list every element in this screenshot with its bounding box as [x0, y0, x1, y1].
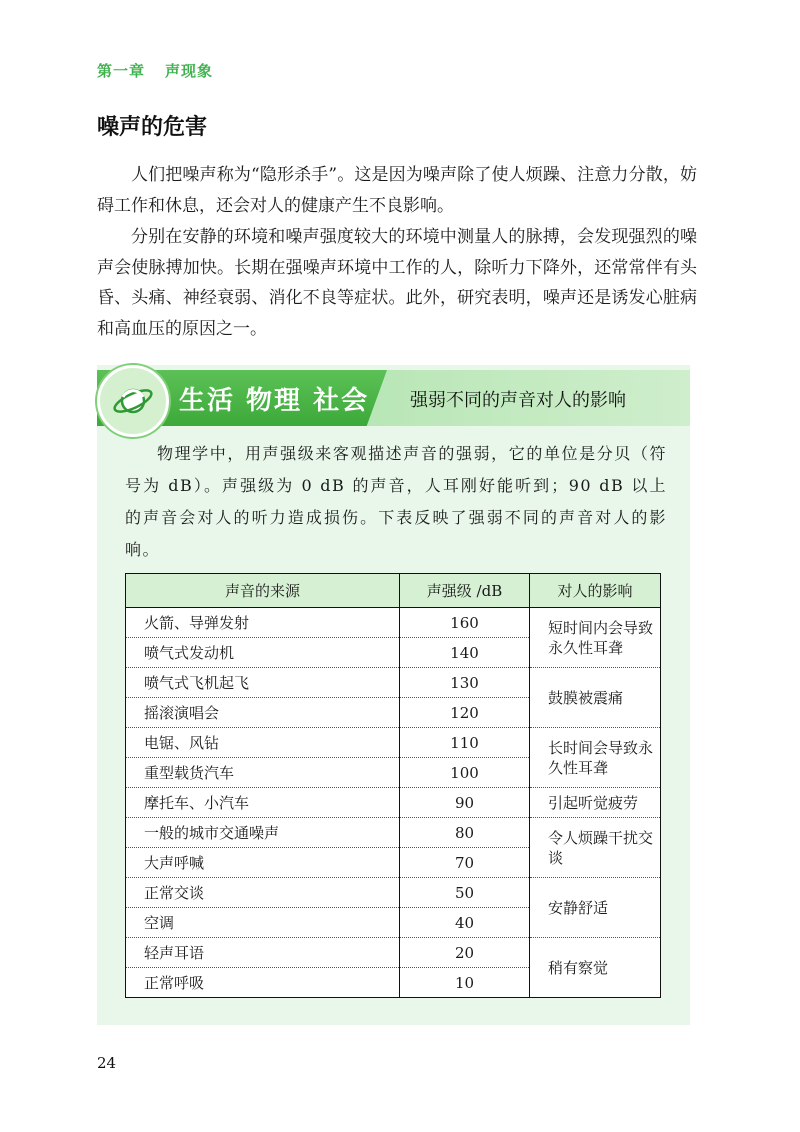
paragraph: 人们把噪声称为“隐形杀手”。这是因为噪声除了使人烦躁、注意力分散，妨碍工作和休息，还会对人的健康产生不良影响。: [97, 165, 697, 216]
source-cell: 电锯、风钻: [126, 728, 400, 758]
table-row: [126, 938, 661, 968]
table-header-row: [126, 574, 661, 608]
section-title: 噪声的危害: [97, 115, 208, 140]
level-cell: 100: [400, 758, 530, 788]
source-cell: 大声呼喊: [126, 848, 400, 878]
level-cell: 20: [400, 938, 530, 968]
source-cell: 空调: [126, 908, 400, 938]
source-cell: 喷气式发动机: [126, 638, 400, 668]
source-cell: 摇滚演唱会: [126, 698, 400, 728]
level-cell: 90: [400, 788, 530, 818]
effect-cell: 稍有察觉: [530, 938, 661, 998]
source-cell: 正常交谈: [126, 878, 400, 908]
table-row: [126, 668, 661, 698]
level-cell: 50: [400, 878, 530, 908]
table-row: [126, 788, 661, 818]
source-cell: 摩托车、小汽车: [126, 788, 400, 818]
level-cell: 130: [400, 668, 530, 698]
header-level: 声强级 /dB: [400, 574, 530, 608]
source-cell: 重型载货汽车: [126, 758, 400, 788]
effect-cell: 令人烦躁干扰交谈: [530, 818, 661, 878]
sidebar-banner: [97, 370, 690, 426]
table-row: [126, 818, 661, 848]
source-cell: 轻声耳语: [126, 938, 400, 968]
table-row: [126, 608, 661, 638]
effect-cell: 鼓膜被震痛: [530, 668, 661, 728]
planet-icon: [97, 365, 169, 437]
sidebar-text: 物理学中，用声强级来客观描述声音的强弱，它的单位是分贝（符号为 dB）。声强级为 0 dB 的声音，人耳刚好能听到；90 dB 以上的声音会对人的听力造成损伤。下表反映了强弱不同的声音对人的影响。: [125, 444, 667, 559]
chapter-number: 第一章: [97, 62, 146, 80]
effect-cell: 长时间会导致永久性耳聋: [530, 728, 661, 788]
effect-cell: 短时间内会导致永久性耳聋: [530, 608, 661, 668]
level-cell: 10: [400, 968, 530, 998]
sidebar-box: [97, 365, 690, 1025]
level-cell: 140: [400, 638, 530, 668]
table-row: [126, 728, 661, 758]
level-cell: 40: [400, 908, 530, 938]
header-source: 声音的来源: [126, 574, 400, 608]
banner-subtitle: 强弱不同的声音对人的影响: [410, 390, 626, 411]
effect-cell: 安静舒适: [530, 878, 661, 938]
source-cell: 一般的城市交通噪声: [126, 818, 400, 848]
level-cell: 70: [400, 848, 530, 878]
source-cell: 正常呼吸: [126, 968, 400, 998]
table-row: [126, 878, 661, 908]
page-number: 24: [97, 1054, 117, 1072]
banner-title: 生活 物理 社会: [179, 386, 370, 416]
chapter-title: 声现象: [165, 62, 214, 80]
effect-cell: 引起听觉疲劳: [530, 788, 661, 818]
level-cell: 80: [400, 818, 530, 848]
source-cell: 喷气式飞机起飞: [126, 668, 400, 698]
header-effect: 对人的影响: [530, 574, 661, 608]
paragraph: 分别在安静的环境和噪声强度较大的环境中测量人的脉搏，会发现强烈的噪声会使脉搏加快。长期在强噪声环境中工作的人，除听力下降外，还常常伴有头昏、头痛、神经衰弱、消化不良等症状。此外，研究表明，噪声还是诱发心脏病和高血压的原因之一。: [97, 227, 697, 339]
level-cell: 160: [400, 608, 530, 638]
level-cell: 110: [400, 728, 530, 758]
chapter-header: [97, 60, 213, 81]
level-cell: 120: [400, 698, 530, 728]
sound-level-table: [125, 573, 661, 998]
source-cell: 火箭、导弹发射: [126, 608, 400, 638]
